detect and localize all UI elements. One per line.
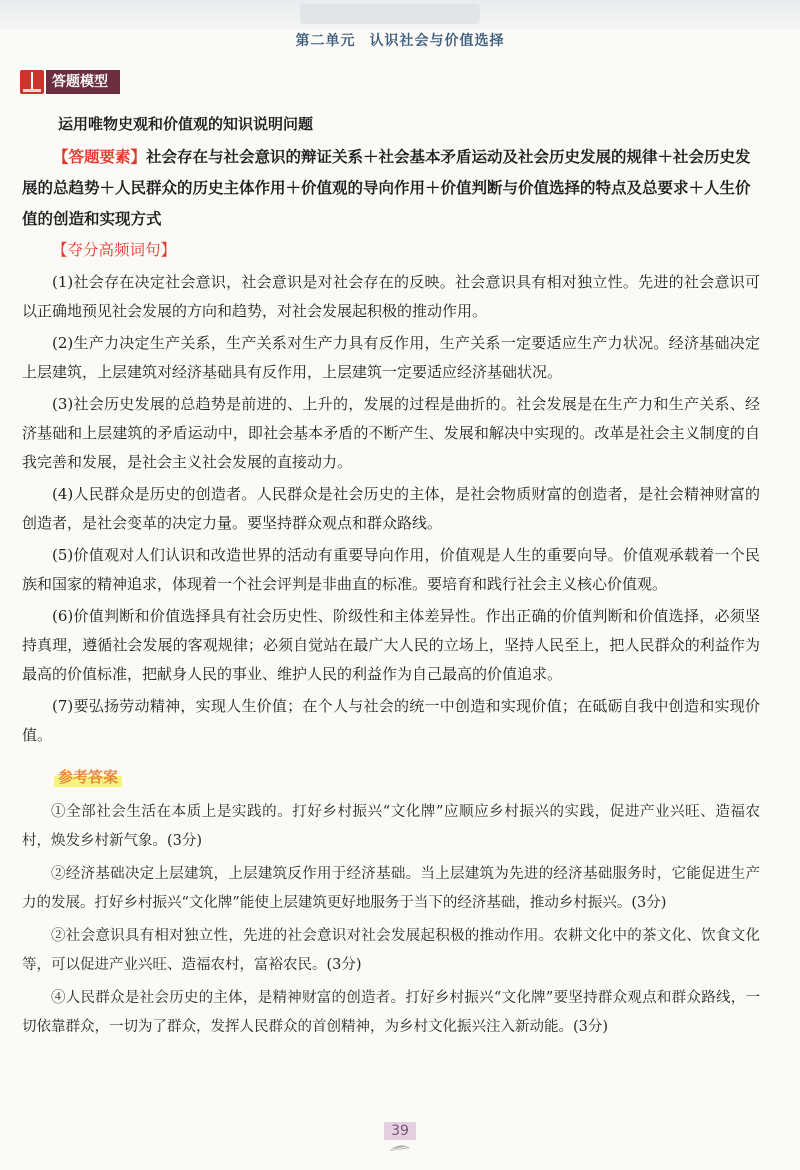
unit-header [0,30,800,50]
header-faded-title-decoration [300,4,480,24]
point-item: (4)人民群众是历史的创造者。人民群众是社会历史的主体，是社会物质财富的创造者，是社会精神财富的创造者，是社会变革的决定力量。要坚持群众观点和群众路线。 [22,485,760,532]
answer-elements-label: 【答题要素】 [53,148,147,166]
answer-item: ②社会意识具有相对独立性，先进的社会意识对社会发展起积极的推动作用。农耕文化中的茶文化、饮食文化等，可以促进产业兴旺、造福农村，富裕农民。(3分) [22,928,760,973]
answer-item: ②经济基础决定上层建筑，上层建筑反作用于经济基础。当上层建筑为先进的经济基础服务时，它能促进生产力的发展。打好乡村振兴“文化牌”能使上层建筑更好地服务于当下的经济基础，推动乡村振兴。(3分) [22,866,760,911]
answer-model-label: 答题模型 [46,70,120,94]
page-number-badge: 39 [384,1122,416,1140]
point-item: (6)价值判断和价值选择具有社会历史性、阶级性和主体差异性。作出正确的价值判断和价值选择，必须坚持真理，遵循社会发展的客观规律；必须自觉站在最广大人民的立场上，坚持人民至上，把人民群众的利益作为最高的价值标准，把献身人民的事业、维护人民的利益作为自己最高的价值追求。 [22,607,760,683]
answer-item: ④人民群众是社会历史的主体，是精神财富的创造者。打好乡村振兴“文化牌”要坚持群众观点和群众路线，一切依靠群众，一切为了群众，发挥人民群众的首创精神，为乡村文化振兴注入新动能。(3分) [22,990,760,1035]
key-phrases-label: 【夺分高频词句】 [52,241,177,259]
point-item: (2)生产力决定生产关系，生产关系对生产力具有反作用，生产关系一定要适应生产力状况。经济基础决定上层建筑，上层建筑对经济基础具有反作用，上层建筑一定要适应经济基础状况。 [22,334,760,381]
top-decorative-band [0,0,800,30]
answer-elements [22,142,760,235]
reference-answer-label: 参考答案 [54,766,122,788]
unit-title: 认识社会与价值选择 [369,33,505,49]
answer-item: ①全部社会生活在本质上是实践的。打好乡村振兴“文化牌”应顺应乡村振兴的实践，促进产业兴旺、造福农村，焕发乡村新气象。(3分) [22,804,760,849]
page-number [0,1120,800,1140]
question-title: 运用唯物史观和价值观的知识说明问题 [58,115,314,133]
point-item: (5)价值观对人们认识和改造世界的活动有重要导向作用，价值观是人生的重要向导。价值观承载着一个民族和国家的精神追求，体现着一个社会评判是非曲直的标准。要培育和践行社会主义核心价值观。 [22,546,760,593]
main-content [22,112,760,1042]
point-item: (3)社会历史发展的总趋势是前进的、上升的，发展的过程是曲折的。社会发展是在生产力和生产关系、经济基础和上层建筑的矛盾运动中，即社会基本矛盾的不断产生、发展和解决中实现的。改革是社会主义制度的自我完善和发展，是社会主义社会发展的直接动力。 [22,395,760,471]
unit-number: 第二单元 [295,33,356,49]
point-item: (1)社会存在决定社会意识，社会意识是对社会存在的反映。社会意识具有相对独立性。先进的社会意识可以正确地预见社会发展的方向和趋势，对社会发展起积极的推动作用。 [22,273,760,320]
book-icon [20,70,44,94]
answer-model-tag [20,70,120,94]
answer-elements-text: 社会存在与社会意识的辩证关系＋社会基本矛盾运动及社会历史发展的规律＋社会历史发展的总趋势＋人民群众的历史主体作用＋价值观的导向作用＋价值判断与价值选择的特点及总要求＋人生价值的创造和实现方式 [22,148,751,228]
point-item: (7)要弘扬劳动精神，实现人生价值；在个人与社会的统一中创造和实现价值；在砥砺自我中创造和实现价值。 [22,697,760,744]
leaf-ornament-icon [388,1143,412,1153]
